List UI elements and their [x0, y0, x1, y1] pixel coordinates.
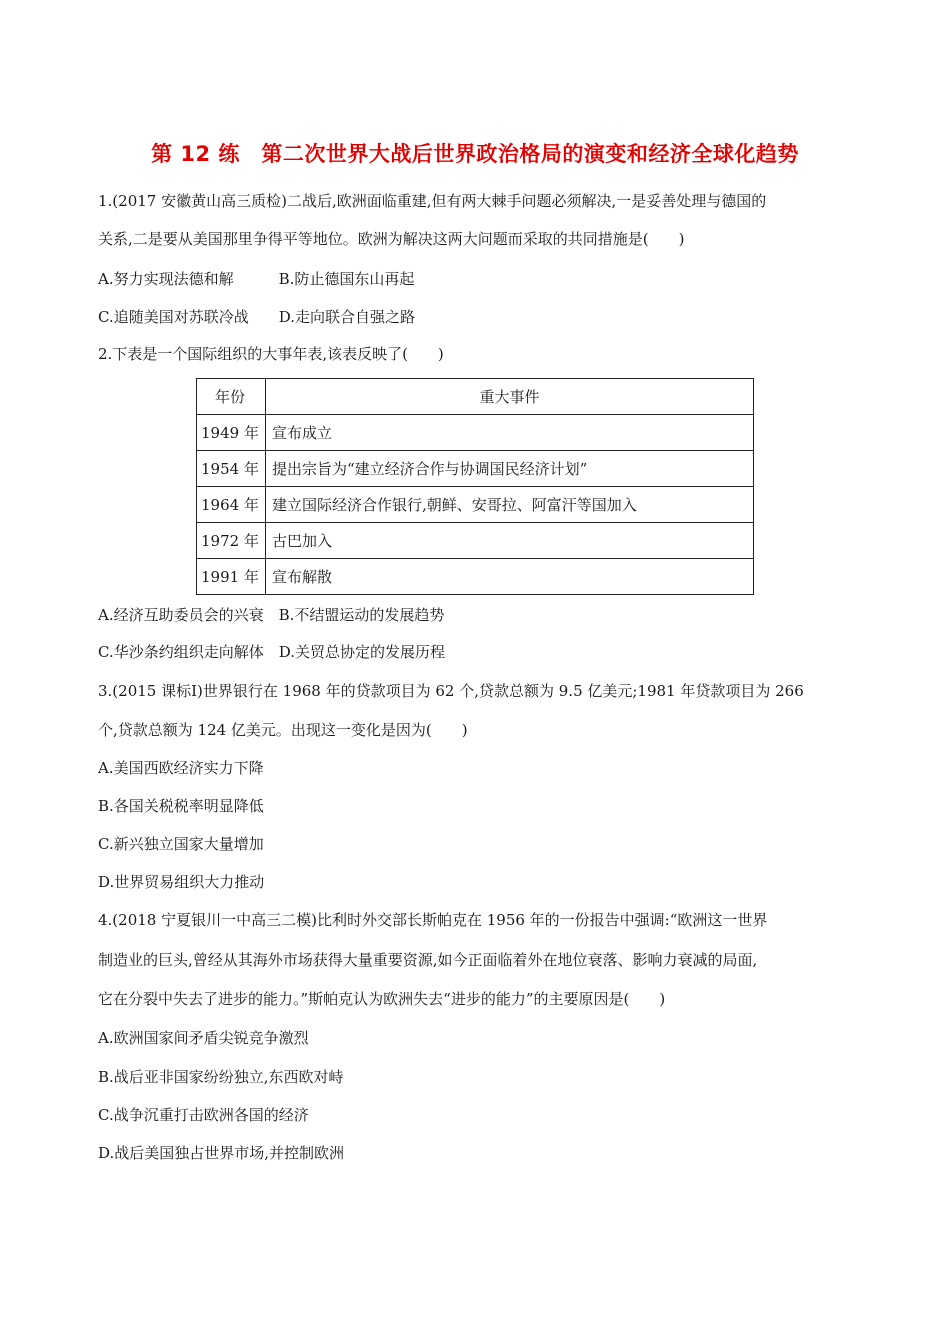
table-header-event: 重大事件: [265, 379, 753, 415]
q3-stem-line-1: 3.(2015 课标Ⅰ)世界银行在 1968 年的贷款项目为 62 个,贷款总额为 9.5 亿美元;1981 年贷款项目为 266: [98, 682, 804, 700]
q4-stem-line-2: 制造业的巨头,曾经从其海外市场获得大量重要资源,如今正面临着外在地位衰落、影响力衰减的局面,: [98, 951, 758, 969]
table-row: [197, 559, 754, 595]
q4-stem-line-1: 4.(2018 宁夏银川一中高三二模)比利时外交部长斯帕克在 1956 年的一份报告中强调:“欧洲这一世界: [98, 911, 768, 929]
q4-option-d: D.战后美国独占世界市场,并控制欧洲: [98, 1144, 345, 1162]
table-cell-year: 1949 年: [197, 415, 266, 451]
q1-stem-line-2: 关系,二是要从美国那里争得平等地位。欧洲为解决这两大问题而采取的共同措施是( ): [98, 230, 685, 248]
q1-options-line-1: A.努力实现法德和解 B.防止德国东山再起: [98, 270, 415, 288]
events-table: [196, 378, 754, 595]
table-cell-year: 1972 年: [197, 523, 266, 559]
table-header-year: 年份: [197, 379, 266, 415]
q3-option-d: D.世界贸易组织大力推动: [98, 873, 265, 891]
table-cell-event: 宣布解散: [265, 559, 753, 595]
table-row: [197, 487, 754, 523]
q2-options-line-1: A.经济互助委员会的兴衰 B.不结盟运动的发展趋势: [98, 606, 445, 624]
q3-option-c: C.新兴独立国家大量增加: [98, 835, 264, 853]
q2-stem: 2.下表是一个国际组织的大事年表,该表反映了( ): [98, 345, 444, 363]
table-cell-event: 提出宗旨为“建立经济合作与协调国民经济计划”: [265, 451, 753, 487]
table-cell-year: 1954 年: [197, 451, 266, 487]
q4-stem-line-3: 它在分裂中失去了进步的能力。”斯帕克认为欧洲失去“进步的能力”的主要原因是( ): [98, 990, 666, 1008]
q1-stem-line-1: 1.(2017 安徽黄山高三质检)二战后,欧洲面临重建,但有两大棘手问题必须解决,一是妥善处理与德国的: [98, 192, 767, 210]
q3-option-b: B.各国关税税率明显降低: [98, 797, 264, 815]
table-cell-year: 1991 年: [197, 559, 266, 595]
page-title: 第 12 练 第二次世界大战后世界政治格局的演变和经济全球化趋势: [151, 142, 799, 166]
q4-option-b: B.战后亚非国家纷纷独立,东西欧对峙: [98, 1068, 344, 1086]
table-row: [197, 451, 754, 487]
q2-options-line-2: C.华沙条约组织走向解体 D.关贸总协定的发展历程: [98, 643, 445, 661]
table-cell-event: 古巴加入: [265, 523, 753, 559]
q4-option-c: C.战争沉重打击欧洲各国的经济: [98, 1106, 309, 1124]
q4-option-a: A.欧洲国家间矛盾尖锐竞争激烈: [98, 1029, 309, 1047]
q3-option-a: A.美国西欧经济实力下降: [98, 759, 264, 777]
q3-stem-line-2: 个,贷款总额为 124 亿美元。出现这一变化是因为( ): [98, 721, 468, 739]
table-row: [197, 415, 754, 451]
q1-options-line-2: C.追随美国对苏联冷战 D.走向联合自强之路: [98, 308, 415, 326]
table-header-row: [197, 379, 754, 415]
table-cell-event: 宣布成立: [265, 415, 753, 451]
table-row: [197, 523, 754, 559]
table-cell-year: 1964 年: [197, 487, 266, 523]
table-cell-event: 建立国际经济合作银行,朝鲜、安哥拉、阿富汗等国加入: [265, 487, 753, 523]
